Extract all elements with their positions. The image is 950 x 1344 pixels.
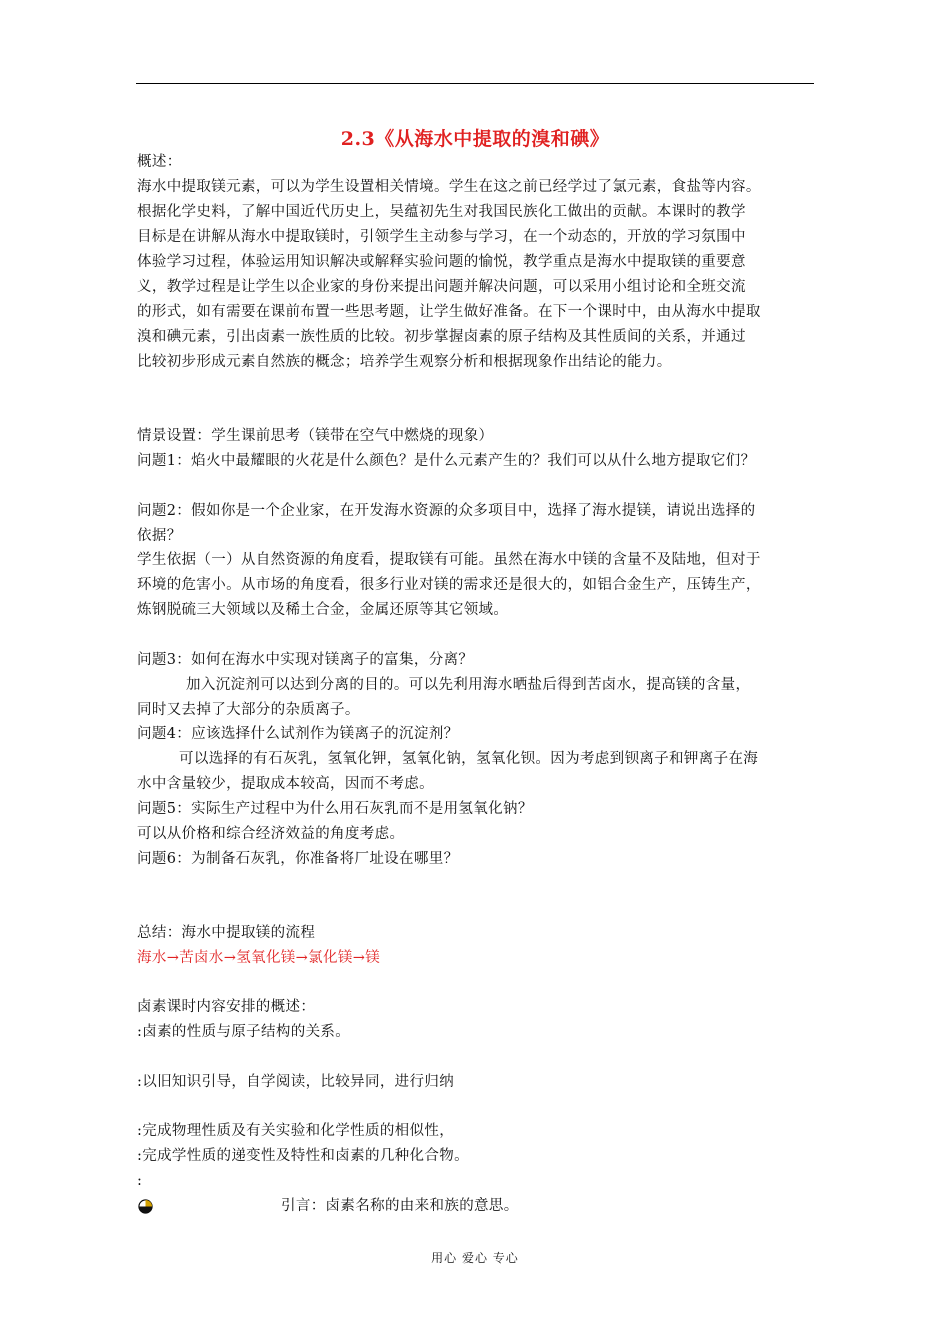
text-line: :卤素的性质与原子结构的关系。 <box>137 1024 351 1040</box>
text-line: 加入沉淀剂可以达到分离的目的。可以先利用海水晒盐后得到苦卤水，提高镁的含量， <box>186 677 751 693</box>
process-flow: 海水→苦卤水→氢氧化镁→氯化镁→镁 <box>137 950 381 966</box>
pie-chart-icon <box>138 1199 153 1214</box>
text-line: 的形式，如有需要在课前布置一些思考题，让学生做好准备。在下一个课时中，由从海水中提取 <box>137 304 761 320</box>
text-line: 问题2：假如你是一个企业家，在开发海水资源的众多项目中，选择了海水提镁，请说出选择的 <box>137 503 756 519</box>
text-line: :完成学性质的递变性及特性和卤素的几种化合物。 <box>137 1148 469 1164</box>
text-line: 环境的危害小。从市场的角度看，很多行业对镁的需求还是很大的，如铝合金生产，压铸生产， <box>137 577 761 593</box>
text-line: 依据？ <box>137 528 182 544</box>
text-line: 目标是在讲解从海水中提取镁时，引领学生主动参与学习，在一个动态的，开放的学习氛围中 <box>137 229 746 245</box>
text-line: 溴和碘元素，引出卤素一族性质的比较。初步掌握卤素的原子结构及其性质间的关系，并通过 <box>137 329 746 345</box>
text-line: 可以从价格和综合经济效益的角度考虑。 <box>137 826 405 842</box>
text-line: 海水中提取镁元素，可以为学生设置相关情境。学生在这之前已经学过了氯元素，食盐等内容。 <box>137 179 761 195</box>
text-line: 问题3：如何在海水中实现对镁离子的富集，分离？ <box>137 652 474 668</box>
document-title: 2.3《从海水中提取的溴和碘》 <box>340 128 610 150</box>
text-line: 卤素课时内容安排的概述： <box>137 999 316 1015</box>
text-line: 问题5：实际生产过程中为什么用石灰乳而不是用氢氧化钠？ <box>137 801 533 817</box>
text-line: 可以选择的有石灰乳，氢氧化钾，氢氧化钠，氢氧化钡。因为考虑到钡离子和钾离子在海 <box>179 751 759 767</box>
text-line: 情景设置：学生课前思考（镁带在空气中燃烧的现象） <box>137 428 494 444</box>
text-line: 根据化学史料，了解中国近代历史上，吴蕴初先生对我国民族化工做出的贡献。本课时的教学 <box>137 204 746 220</box>
text-line: :以旧知识引导，自学阅读，比较异同，进行归纳 <box>137 1074 455 1090</box>
text-line: 学生依据（一）从自然资源的角度看，提取镁有可能。虽然在海水中镁的含量不及陆地，但对于 <box>137 552 761 568</box>
header-rule <box>136 83 814 84</box>
text-line: 炼钢脱硫三大领域以及稀土合金，金属还原等其它领域。 <box>137 602 509 618</box>
text-line: 问题1：焰火中最耀眼的火花是什么颜色？是什么元素产生的？我们可以从什么地方提取它们？ <box>137 453 756 469</box>
text-line: 义，教学过程是让学生以企业家的身份来提出问题并解决问题，可以采用小组讨论和全班交流 <box>137 279 746 295</box>
text-line: :完成物理性质及有关实验和化学性质的相似性， <box>137 1123 455 1139</box>
text-line: 概述： <box>137 154 182 170</box>
page-footer: 用心 爱心 专心 <box>431 1251 519 1265</box>
text-line: 同时又去掉了大部分的杂质离子。 <box>137 702 360 718</box>
text-line: 总结：海水中提取镁的流程 <box>137 925 316 941</box>
text-line: 水中含量较少，提取成本较高，因而不考虑。 <box>137 776 434 792</box>
text-line: : <box>137 1173 143 1189</box>
text-line: 问题4：应该选择什么试剂作为镁离子的沉淀剂？ <box>137 726 459 742</box>
text-line: 体验学习过程，体验运用知识解决或解释实验问题的愉悦，教学重点是海水中提取镁的重要意 <box>137 254 746 270</box>
text-line: 问题6：为制备石灰乳，你准备将厂址设在哪里？ <box>137 851 459 867</box>
intro-line: 引言：卤素名称的由来和族的意思。 <box>281 1198 519 1214</box>
text-line: 比较初步形成元素自然族的概念；培养学生观察分析和根据现象作出结论的能力。 <box>137 354 672 370</box>
